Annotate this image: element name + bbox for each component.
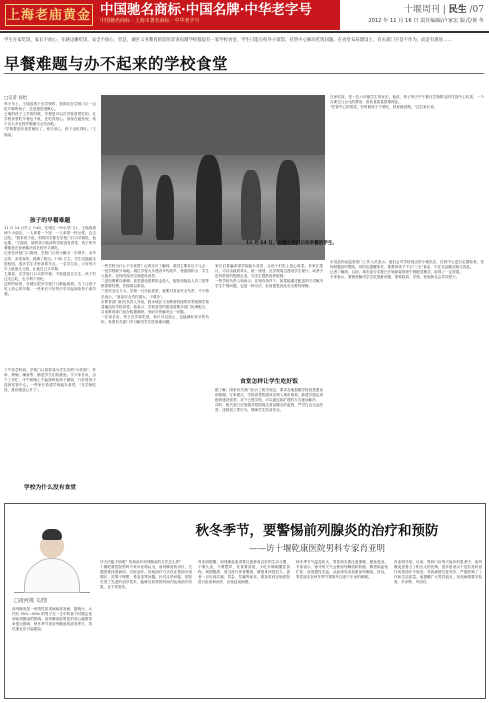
doctor-caption: □凌河漫 文/图 <box>14 598 48 604</box>
headline-rule <box>4 73 484 74</box>
page-number: 07 <box>472 5 484 15</box>
ad-subtitle: 中国驰名商标 · 上海市著名商标 · 中华老字号 <box>100 18 200 24</box>
story1-byline: □记者 孙怡 <box>4 96 28 101</box>
doctor-photo <box>14 518 90 593</box>
dateline: 2012 年 11 月 16 日 责任编辑/卢家宏 版式/黄 冬 <box>368 18 484 24</box>
ad-logo: 上海老庙黄金 <box>5 4 93 26</box>
story2-subtitle: ——访十堰乾康医院男科专家肖亚明 <box>248 544 385 554</box>
ad-slogan: 中国驰名商标·中国名牌·中华老字号 <box>100 2 312 18</box>
story1-col4-text: 在家吃饭，是一位六年级学生的家长。他说，孩子每天中午都在学校附近的托管中心吃饭，一个月要交几百元的费用，但伙食质量很难保证。 "托管中心的饭菜，有时候孩子不爱吃，回家就说饿。"这位家长说。 <box>330 95 484 110</box>
section-name: 民生 <box>448 5 467 15</box>
photo-caption: 11 月 14 日，五堰小学门口买早餐的学生。 <box>246 241 338 246</box>
story1-headline: 早餐难题与办不起来的学校食堂 <box>4 55 229 73</box>
story1-col1c-text: 下午放学时间，学校门口同样成为学生们的"小吃街"，炸串、烤肠、辣条等，都是学生们的最爱。不少家长说，由于工作忙，中午和晚上不能按时给孩子做饭，只好将孩子送到托管中心。一些家长希望学校能办食堂，"在学校吃饭，我们就放心多了"。 <box>4 368 96 393</box>
story1-subhead-how: 食堂怎样让学生吃好饭 <box>240 379 298 385</box>
story2-col4-text: 秋冬季节气温变化大，男性朋友要注意保暖，避免受凉。专家表示，寒冷的天气会使前列腺组织收缩、腺管和血管扩张，造成慢性充血，从而诱发或加重前列腺炎。所以，男性朋友在秋冬季节要格外注意下半身的保暖。 <box>296 560 388 580</box>
story1-col4b-text: 市食品药品监管部门工作人员表示，他们会对学校周边的小餐饮店、托管中心进行定期检查，发现问题及时整改，同时也提醒家长，要教育孩子不买"三无"食品，不在无证摊点购买食品。 记者了解到，目前，我市部分学校已开始探索营养午餐配送模式，取得了一定效果。 专家表示，要彻底解决学生吃饭难问题，需要政府、学校、家庭和社会共同努力。 <box>330 260 484 280</box>
story1-col2-text: 一些学校为什么不办食堂？记者走访了解到，原因主要有以下几点： 一是学校缺少场地。城区学校大多建设年代较早，校园面积小，学生人数多，在校内没有空间建设食堂。 二是经费难以保障。食堂建设需要资金投入，配套设施及人员工资等都需要经费，学校难以承担。 三是安全压力大。学校一旦办起食堂，就要对食品安全负责，不少校长表示，"食品安全责任重大，不敢办"。 市教育部门相关负责人介绍，我市城区义务教育阶段的非寄宿制学校普遍没有学校食堂。他表示，学校食堂的建设需要多部门协调配合，目前教育部门也在积极调研，争取尽快解决这一问题。 一位家长说，孩子在学校吃饭，家长可以放心，也能减轻家长的负担，希望有关部门早日解决学生吃饭难问题。 <box>101 264 209 325</box>
story2-headline: 秋冬季节，要警惕前列腺炎的治疗和预防 <box>195 523 439 539</box>
header-rule <box>0 31 489 33</box>
story1-subhead-breakfast: 孩子的早餐难题 <box>29 218 71 224</box>
paper-name: 十堰周刊 <box>403 5 440 15</box>
story2-col3-text: 肖亚明提醒，前列腺炎患者要注意养成良好的生活习惯，不要久坐，不要憋尿，饮食要清淡，少吃辛辣刺激性食物，戒烟限酒，适当进行体育锻炼，增强身体抵抗力。患者一旦出现尿频、尿急、尿痛等症状，要及时到正规医院进行检查和治疗，以免延误病情。 <box>198 560 290 585</box>
page-header: 十堰周刊 | 民生 /07 <box>403 5 484 15</box>
news-photo <box>101 95 325 260</box>
story1-col3-text: 家长们普遍希望学校能办食堂，让孩子们吃上放心饭菜。有家长建议，可以由政府牵头，统一规划，在学校周边建设学生餐厅，或者引进有资质的配餐企业，为学生提供营养配餐。 一些学校负责人则表示，在现有条件下，如果能通过配送的方式解决学生午餐问题，也是一种办法，但前提是食品安全要有保障。 <box>215 264 323 289</box>
story1-col1-text: 每天早上，王瑞送孩子去学校时，看到站在学校门口一边吃早餐的孩子，总是感觉很揪心。 王瑞的孩子上学的时候，早餐是可以在学校食堂吃的。在学校食堂吃早餐也不贵，还吃得放心。但现在她发现，孩子们大多在校外随便买点东西吃。 "学校要是有食堂就好了，家长省心，孩子也吃得好。"王瑞说。 <box>4 102 96 137</box>
story1-col3b-text: 据了解，国家有关部门出台了相关规定，要求各地加强学校食堂建设和管理。专家建议，学校食堂的建设应纳入城市规划，新建学校必须配套建设食堂；对于已建学校，可以通过改扩建的方式逐步解决。 同时，相关部门应加强对校园周边食品摊点的监管，严厉打击无证经营、违规加工等行为，保障学生饮食安全。 <box>215 388 323 413</box>
story2-col1-text: 前列腺炎是一种男性常见病和高发病，据统计，大约有 35%～50% 的男子在一生中的某个时期会受到前列腺炎的影响。前列腺炎给男性的身心健康带来很大影响，秋冬季节是前列腺炎的高发季节，男性朋友应引起重视。 <box>12 607 92 632</box>
story1-subhead-why: 学校为什么没有食堂 <box>23 485 77 491</box>
story2-col2-text: 疗方法能不好呢？传统治疗前列腺炎的方法怎么样？ 十堰乾康医院男科专家肖亚明认为，前列腺炎的治疗，关键是要找准病因，对症治疗。传统治疗方法存在着治疗周期长、效果不理想、易复发等问题。针对这些问题，医院引进了先进的治疗技术，能够在较短的时间内达到治疗效果，且不易复发。 <box>100 560 192 590</box>
story1-lead: 学生在家吃饭，家长不放心，在路边摊吃饭，安全不放心，但是，城区义务教育阶段的非寄宿制学校都没有一家学校食堂，学生只能在校外小饭馆、托管中心解决吃饭问题。在食堂布局建设上，有关部门不是不作为，而是有难处…… <box>4 38 452 43</box>
story1-col1b-text: 11 月 14 日早上 7:40，在城区一所小学门口，王瑞看到两个小朋友，一人拿着一个饼，一人拿着一杯豆浆，边走边吃。"我家孩子说，别的同学都在学校门口买早餐吃，他也要。"王瑞说，她的孩子就读的学校没有食堂，孩子的早餐都是在家里解决或在校外买着吃。 记者在该校门口看到，学校门口的小摊点一字排开，卖早点的、卖零食的，挤满了路边。7:30 左右，学生们陆续走进校园，很多学生手里拿着早点。一名学生说，父母每天早上给他几元钱，让他自己买早餐。 王瑞说，在学校门口买的早餐，不知道是否卫生，孩子们边走边吃，也不利于消化。 这样的场景，在城区很多学校门口都能看到。为了让孩子吃上放心的早餐，一些家长只好每天早早起床给孩子做早餐。 <box>4 226 96 297</box>
story2-col5-text: 肖亚明介绍，目前，男科门诊每天接诊的患者中，前列腺炎患者占了相当大的比例，很多患者由于没有及时治疗或者治疗不规范，导致病情反复发作，严重影响了工作和生活质量。他提醒广大男性朋友，发现病情要早检查、早诊断、早治疗。 <box>394 560 482 585</box>
